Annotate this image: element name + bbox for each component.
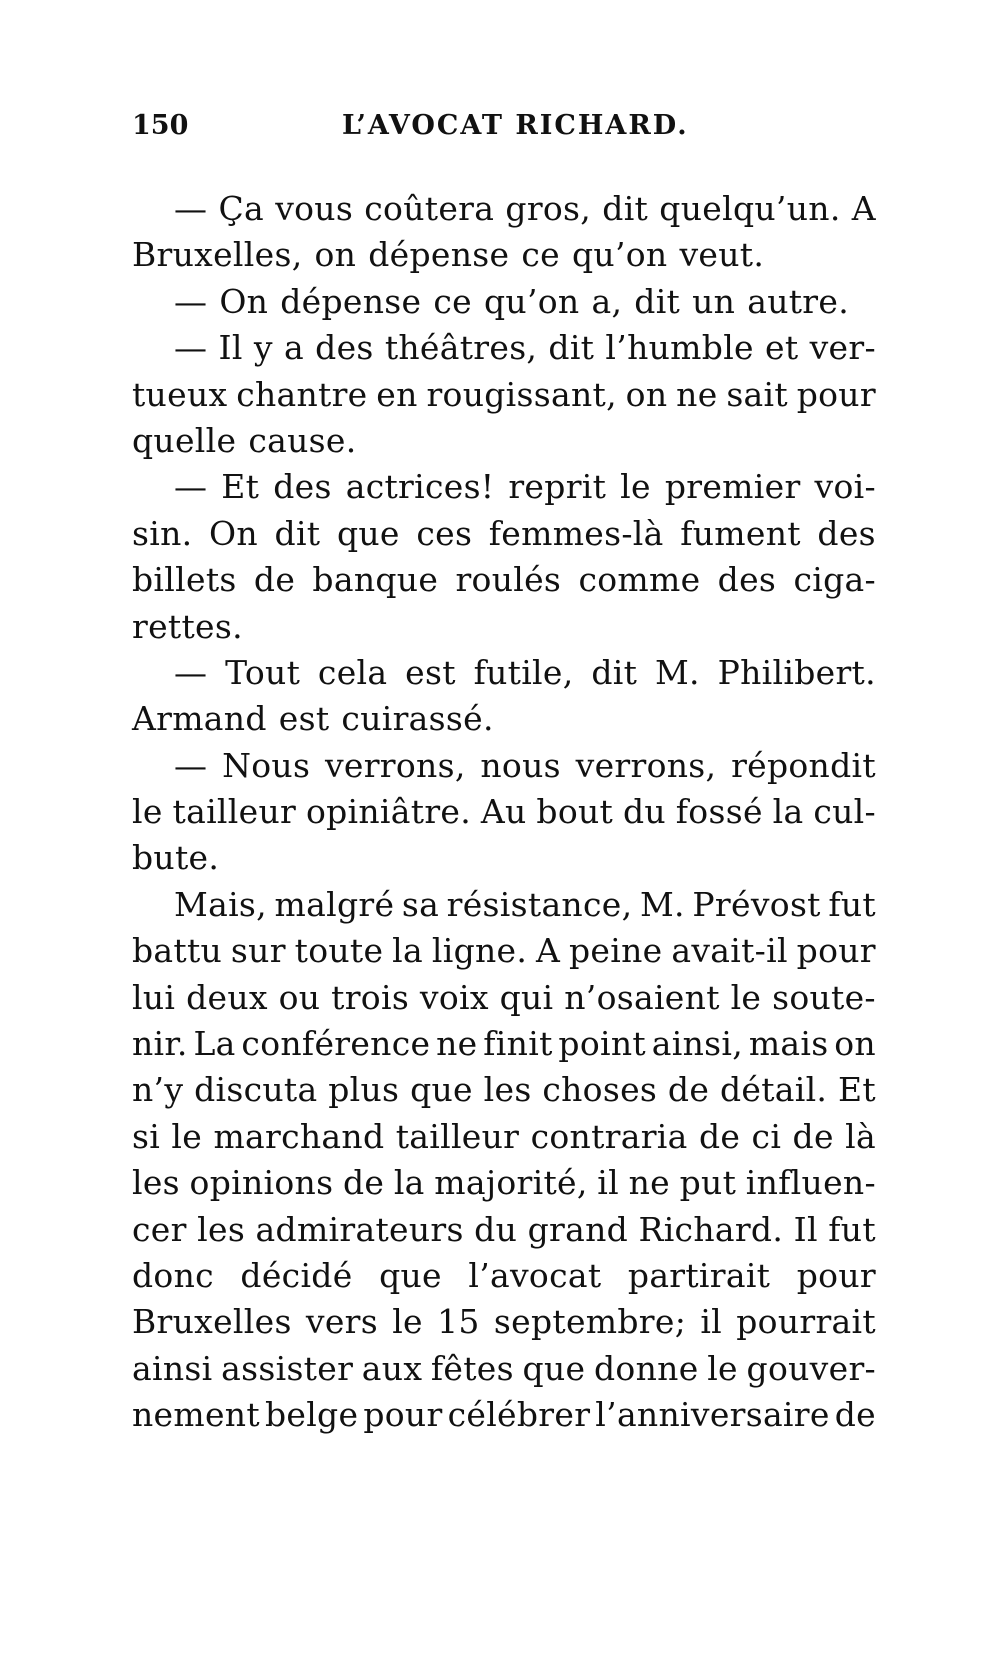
word: y [253,328,273,368]
word: futile, [473,652,574,692]
word: des [273,467,332,507]
word: assister [221,1348,354,1388]
word: on [834,1024,876,1064]
word: bute. [132,838,220,878]
text-line [132,557,876,603]
text-line [132,232,876,278]
word: grand [527,1209,629,1249]
word: dit [634,281,681,321]
word: le [171,1116,203,1156]
word: premier [664,467,801,507]
word: du [474,1209,518,1249]
text-line [132,1392,876,1438]
word: comme [578,560,701,600]
word: billets [132,560,237,600]
word: la [393,1163,425,1203]
word: que [410,1070,473,1110]
word: dépense [280,281,422,321]
text-line [132,1253,876,1299]
word: pour [796,1255,876,1295]
text-line [132,372,876,418]
word: ne [436,1024,478,1064]
text-line [132,511,876,557]
text-line [132,1207,876,1253]
word: Richard. [638,1209,784,1249]
word: on [314,235,357,275]
word: tailleur [395,1116,520,1156]
word: admirateurs [255,1209,464,1249]
word: peine [569,931,663,971]
word: de [834,1395,876,1435]
word: gouver- [746,1348,876,1388]
word: ne [628,1163,670,1203]
running-head [132,110,872,150]
word: deux [186,977,268,1017]
word: fêtes [430,1348,514,1388]
word: verrons, [575,745,717,785]
word: nement [132,1395,260,1435]
word: cela [317,652,388,692]
word: le [392,1302,423,1342]
word: — [174,745,208,785]
word: fut [828,884,876,924]
text-line [132,1114,876,1160]
word: sin. [132,513,193,553]
text-line [132,1067,876,1113]
word: répondit [731,745,876,785]
word: de [253,560,296,600]
word: le [707,1348,738,1388]
word: mais [748,1024,829,1064]
word: cer [132,1209,187,1249]
word: discuta [194,1070,318,1110]
word: de [667,1070,710,1110]
word: — [174,328,208,368]
body-text [132,186,876,1439]
word: soute- [772,977,876,1017]
text-line [132,1299,876,1345]
word: M. [654,652,700,692]
word: veut. [679,235,765,275]
word: Philibert. [717,652,876,692]
word: battu [132,931,223,971]
word: il [700,1302,723,1342]
page-number: 150 [132,110,189,141]
word: si [132,1116,161,1156]
word: pour [363,1395,443,1435]
word: qu’on [484,281,580,321]
word: sur [230,931,286,971]
word: des [817,513,876,553]
word: sa [401,884,440,924]
word: dit [602,189,649,228]
word: a [283,328,304,368]
word: Mais, [174,884,267,924]
word: ver- [809,328,876,368]
word: détail. [719,1070,828,1110]
word: plus [328,1070,400,1110]
word: autre. [747,281,850,321]
word: conférence [241,1024,431,1064]
word: résistance, [446,884,633,924]
text-line [132,1021,876,1067]
word: aux [361,1348,423,1388]
word: partirait [627,1255,771,1295]
word: nous [480,745,561,785]
word: vers [305,1302,378,1342]
word: sait [726,374,788,414]
word: M. [639,884,685,924]
word: de [698,1116,741,1156]
word: a, [591,281,623,321]
word: opiniâtre. [305,792,472,832]
word: le [620,467,651,507]
word: Tout [225,652,301,692]
text-line [132,1160,876,1206]
word: ainsi [132,1348,213,1388]
text-line [132,650,876,696]
word: quelle [132,420,237,460]
word: Et [221,467,260,507]
word: ces [416,513,473,553]
word: belge [264,1395,359,1435]
word: reprit [508,467,607,507]
word: qu’on [571,235,668,275]
word: — [174,281,208,321]
word: ne [676,374,718,414]
word: A [536,931,561,971]
word: rettes. [132,606,243,646]
word: ou [278,977,321,1017]
word: du [622,792,666,832]
text-line [132,696,876,742]
word: voix [419,977,489,1017]
word: La [193,1024,236,1064]
word: 15 [437,1302,480,1342]
word: qui [499,977,554,1017]
word: cul- [813,792,876,832]
word: actrices! [345,467,495,507]
word: Armand [132,699,267,739]
word: voi- [814,467,876,507]
word: l’humble [605,328,754,368]
word: nir. [132,1024,188,1064]
word: des [315,328,374,368]
word: finit [483,1024,553,1064]
word: gros, [505,189,592,228]
word: opinions [189,1163,334,1203]
word: choses [542,1070,658,1110]
word: donc [132,1255,214,1295]
word: majorité, [434,1163,588,1203]
word: contraria [530,1116,688,1156]
word: l’avocat [468,1255,602,1295]
word: le [730,977,762,1017]
word: n’osaient [564,977,720,1017]
word: Bruxelles, [132,235,303,275]
word: théâtres, [384,328,538,368]
word: fut [828,1209,876,1249]
word: ainsi, [651,1024,744,1064]
text-line [132,279,876,325]
word: coûtera [364,189,495,228]
word: l’anniversaire [595,1395,830,1435]
text-line [132,418,876,464]
word: Prévost [692,884,821,924]
word: lui [132,977,176,1017]
word: n’y [132,1070,184,1110]
word: Ça [218,189,265,228]
word: on [625,374,668,414]
word: avait-il [671,931,788,971]
word: — [174,652,208,692]
word: les [132,1163,180,1203]
text-line [132,325,876,371]
word: influen- [745,1163,876,1203]
word: banque [312,560,439,600]
word: — [174,189,208,228]
text-line [132,743,876,789]
word: que [522,1348,586,1388]
word: pour [796,374,876,414]
word: célébrer [447,1395,591,1435]
text-line [132,882,876,928]
word: Nous [222,745,311,785]
word: un [692,281,736,321]
text-line [132,1346,876,1392]
word: décidé [240,1255,353,1295]
word: On [209,513,258,553]
word: ci [751,1116,782,1156]
word: là [845,1116,876,1156]
word: septembre; [493,1302,687,1342]
word: ciga- [793,560,876,600]
word: marchand [213,1116,385,1156]
word: A [851,189,876,228]
word: les [197,1209,246,1249]
word: dit [548,328,595,368]
word: femmes-là [488,513,664,553]
word: la [392,931,424,971]
text-line [132,789,876,835]
word: tueux [132,374,228,414]
word: verrons, [324,745,466,785]
text-line [132,975,876,1021]
word: dit [591,652,638,692]
text-line [132,604,876,650]
word: donne [594,1348,699,1388]
word: pour [796,931,876,971]
word: bout [536,792,614,832]
word: Et [838,1070,876,1110]
word: en [376,374,418,414]
word: Au [480,792,527,832]
word: la [772,792,804,832]
word: le [132,792,163,832]
word: quelqu’un. [659,189,841,228]
word: point [558,1024,646,1064]
text-line [132,464,876,510]
word: chantre [236,374,368,414]
word: put [679,1163,737,1203]
word: vous [275,189,354,228]
word: tailleur [172,792,297,832]
word: et [765,328,799,368]
word: est [405,652,456,692]
word: que [379,1255,442,1295]
word: de [342,1163,385,1203]
word: Il [793,1209,818,1249]
word: ligne. [431,931,528,971]
word: des [717,560,777,600]
word: que [336,513,400,553]
word: malgré [274,884,395,924]
word: est [278,699,330,739]
word: les [483,1070,532,1110]
word: Bruxelles [132,1302,292,1342]
word: ce [521,235,560,275]
text-line [132,186,876,232]
word: de [792,1116,834,1156]
word: roulés [455,560,562,600]
word: il [597,1163,619,1203]
word: fossé [675,792,763,832]
word: rougissant, [426,374,617,414]
word: dit [274,513,321,553]
word: — [174,467,208,507]
word: cuirassé. [341,699,494,739]
text-line [132,928,876,974]
text-line [132,835,876,881]
word: toute [294,931,384,971]
word: fument [680,513,801,553]
book-title: L’AVOCAT RICHARD. [342,110,689,141]
word: On [219,281,269,321]
word: Il [218,328,243,368]
word: pourrait [736,1302,876,1342]
word: cause. [248,420,357,460]
word: dépense [368,235,510,275]
word: trois [331,977,410,1017]
word: ce [433,281,472,321]
